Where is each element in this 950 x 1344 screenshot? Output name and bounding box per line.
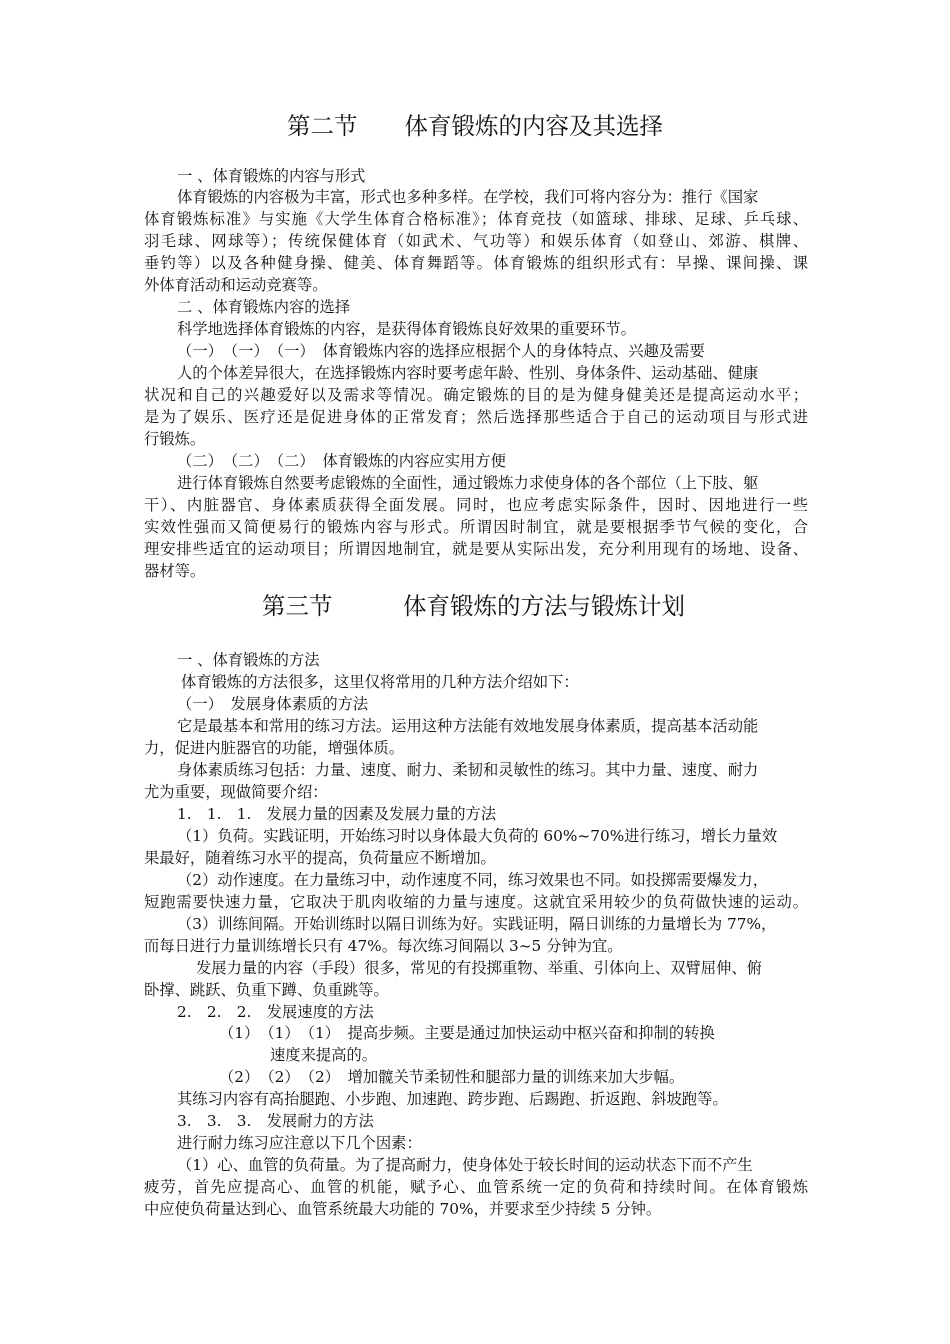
section-3-line-17: 2. 2. 2. 发展速度的方法 [177,1003,374,1021]
section-2-line-6: 外体育活动和运动竞赛等。 [144,276,328,294]
section-3-line-20: （2） （2） （2） 增加髋关节柔韧性和腿部力量的训练来加大步幅。 [219,1068,685,1086]
section-3-line-9: （1）负荷。实践证明，开始练习时以身体最大负荷的 60%~70%进行练习，增长力量效 [177,827,778,845]
section-2-line-9: （一） （一） （一） 体育锻炼内容的选择应根据个人的身体特点、兴趣及需要 [177,342,705,360]
section-3-line-22: 3. 3. 3. 发展耐力的方法 [177,1112,374,1130]
section-2-line-13: 行锻炼。 [144,430,206,448]
section-2-title: 第二节 体育锻炼的内容及其选择 [287,112,663,140]
section-2-line-17: 实效性强而又简便易行的锻炼内容与形式。所谓因时制宜，就是要根据季节气候的变化，合 [144,518,808,536]
section-2-line-16: 干）、内脏器官、身体素质获得全面发展。同时，也应考虑实际条件，因时、因地进行一些 [144,496,808,514]
section-3-line-11: （2）动作速度。在力量练习中，动作速度不同，练习效果也不同。如投掷需要爆发力， [177,871,769,889]
section-2-line-1: 一 、体育锻炼的内容与形式 [177,167,366,185]
section-2-line-10: 人的个体差异很大，在选择锻炼内容时要考虑年龄、性别、身体条件、运动基础、健康 [177,364,759,382]
section-3-line-12: 短跑需要快速力量，它取决于肌肉收缩的力量与速度。这就宜采用较少的负荷做快速的运动。 [144,893,808,911]
section-2-line-2: 体育锻炼的内容极为丰富，形式也多种多样。在学校，我们可将内容分为：推行《国家 [177,188,759,206]
section-2-line-19: 器材等。 [144,562,206,580]
section-3-title: 第三节 体育锻炼的方法与锻炼计划 [262,592,685,620]
section-2-line-5: 垂钓等）以及各种健身操、健美、体育舞蹈等。体育锻炼的组织形式有：早操、课间操、课 [144,254,808,272]
section-2-line-4: 羽毛球、网球等）；传统保健体育（如武术、气功等）和娱乐体育（如登山、郊游、棋牌、 [144,232,808,250]
section-3-line-3: （一） 发展身体素质的方法 [177,695,369,713]
section-3-line-24: （1）心、血管的负荷量。为了提高耐力，使身体处于较长时间的运动状态下而不产生 [177,1156,753,1174]
section-3-line-2: 体育锻炼的方法很多，这里仅将常用的几种方法介绍如下： [181,673,579,691]
section-2-line-12: 是为了娱乐、医疗还是促进身体的正常发育；然后选择那些适合于自己的运动项目与形式进 [144,408,808,426]
section-2-line-14: （二） （二） （二） 体育锻炼的内容应实用方便 [177,452,506,470]
section-3-line-26: 中应使负荷量达到心、血管系统最大功能的 70%，并要求至少持续 5 分钟。 [144,1200,662,1218]
section-3-line-14: 而每日进行力量训练增长只有 47%。每次练习间隔以 3~5 分钟为宜。 [144,937,623,955]
section-3-line-15: 发展力量的内容（手段）很多，常见的有投掷重物、举重、引体向上、双臂屈伸、俯 [196,959,762,977]
section-3-line-16: 卧撑、跳跃、负重下蹲、负重跳等。 [144,981,389,999]
section-3-line-18: （1） （1） （1） 提高步频。主要是通过加快运动中枢兴奋和抑制的转换 [219,1024,715,1042]
section-3-line-8: 1. 1. 1. 发展力量的因素及发展力量的方法 [177,805,497,823]
section-3-line-6: 身体素质练习包括：力量、速度、耐力、柔韧和灵敏性的练习。其中力量、速度、耐力 [177,761,759,779]
section-3-line-19: 速度来提高的。 [270,1046,378,1064]
section-3-line-21: 其练习内容有高抬腿跑、小步跑、加速跑、跨步跑、后踢跑、折返跑、斜坡跑等。 [177,1090,728,1108]
section-3-line-25: 疲劳，首先应提高心、血管的机能，赋予心、血管系统一定的负荷和持续时间。在体育锻炼 [144,1178,808,1196]
section-3-line-1: 一 、体育锻炼的方法 [177,651,320,669]
section-2-line-3: 体育锻炼标准》与实施《大学生体育合格标准》；体育竞技（如篮球、排球、足球、乒乓球、 [144,210,808,228]
section-3-line-5: 力，促进内脏器官的功能，增强体质。 [144,739,405,757]
section-3-line-7: 尤为重要，现做简要介绍： [144,783,328,801]
section-2-line-18: 理安排些适宜的运动项目；所谓因地制宜，就是要从实际出发，充分利用现有的场地、设备、 [144,540,808,558]
section-3-line-4: 它是最基本和常用的练习方法。运用这种方法能有效地发展身体素质，提高基本活动能 [177,717,759,735]
section-2-line-11: 状况和自己的兴趣爱好以及需求等情况。确定锻炼的目的是为健身健美还是提高运动水平； [144,386,808,404]
section-2-line-8: 科学地选择体育锻炼的内容，是获得体育锻炼良好效果的重要环节。 [177,320,636,338]
section-3-line-23: 进行耐力练习应注意以下几个因素： [177,1134,422,1152]
section-3-line-10: 果最好，随着练习水平的提高，负荷量应不断增加。 [144,849,496,867]
section-2-line-15: 进行体育锻炼自然要考虑锻炼的全面性，通过锻炼力求使身体的各个部位（上下肢、躯 [177,474,759,492]
section-2-line-7: 二 、体育锻炼内容的选择 [177,298,351,316]
section-3-line-13: （3）训练间隔。开始训练时以隔日训练为好。实践证明，隔日训练的力量增长为 77%， [177,915,777,933]
